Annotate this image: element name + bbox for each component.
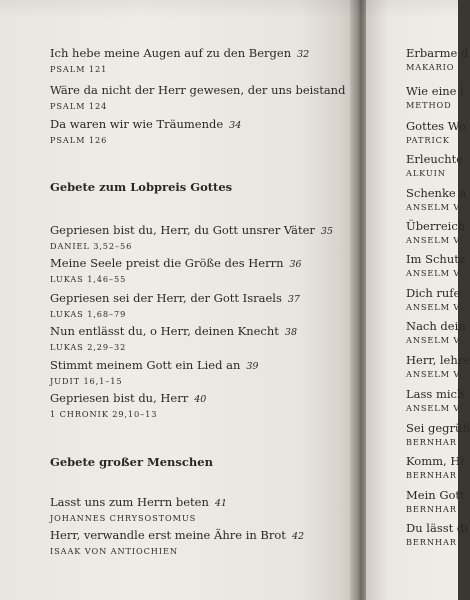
- entry-title: Nach dein: [406, 319, 466, 333]
- entry-title: Gottes Wo: [406, 119, 466, 133]
- entry-title: Gepriesen bist du, Herr, du Gott unsrer Väter: [50, 223, 315, 237]
- entry-source: JOHANNES CHRYSOSTOMUS: [50, 513, 197, 523]
- page-number: 32: [297, 49, 310, 60]
- toc-entry: [50, 491, 227, 524]
- page-number: 42: [291, 531, 305, 542]
- page-number: 38: [284, 327, 297, 338]
- toc-entry: [406, 252, 465, 279]
- entry-title: Mein Gott: [406, 488, 465, 502]
- toc-entry: [50, 320, 297, 353]
- entry-title: Schenke a: [406, 186, 467, 200]
- entry-source: 1 CHRONIK 29,10–13: [50, 409, 158, 419]
- toc-entry: [406, 152, 463, 179]
- entry-title: Lasst uns zum Herrn beten: [50, 495, 209, 509]
- entry-source: ANSELM V: [406, 202, 461, 212]
- entry-source: LUKAS 1,68–79: [50, 309, 127, 319]
- entry-title: Komm, Hl: [406, 454, 465, 468]
- toc-entry: [50, 219, 333, 252]
- entry-title: Im Schutz: [406, 252, 465, 266]
- entry-source: ISAAK VON ANTIOCHIEN: [50, 546, 178, 556]
- entry-title: Da waren wir wie Träumende: [50, 117, 224, 131]
- entry-title: Lass mich: [406, 387, 465, 401]
- entry-source: PSALM 126: [50, 135, 108, 145]
- toc-entry: [406, 46, 468, 73]
- entry-source: BERNHAR: [406, 470, 457, 480]
- toc-entry: [406, 84, 464, 111]
- toc-entry: [406, 521, 468, 548]
- toc-entry: [406, 219, 465, 246]
- right-page: [366, 0, 470, 600]
- entry-source: ANSELM V: [406, 302, 461, 312]
- entry-source: ANSELM V: [406, 403, 461, 413]
- toc-entry: [406, 421, 470, 448]
- toc-entry: [50, 79, 364, 112]
- section-heading: Gebete zum Lobpreis Gottes: [50, 180, 233, 194]
- entry-title: Gepriesen sei der Herr, der Gott Israels: [50, 291, 282, 305]
- entry-source: DANIEL 3,52–56: [50, 241, 133, 251]
- toc-entry: [50, 287, 300, 320]
- entry-source: PATRICK: [406, 135, 450, 145]
- entry-title: Meine Seele preist die Größe des Herrn: [50, 256, 284, 270]
- toc-entry: [406, 488, 465, 515]
- page-number: 41: [214, 498, 227, 509]
- entry-title: Wie eine l: [406, 84, 464, 98]
- page-number: 39: [246, 361, 259, 372]
- entry-source: LUKAS 2,29–32: [50, 342, 127, 352]
- entry-title: Stimmt meinem Gott ein Lied an: [50, 358, 241, 372]
- entry-title: Erleuchte: [406, 152, 464, 166]
- entry-title: Herr, verwandle erst meine Ähre in Brot: [50, 528, 286, 542]
- entry-source: JUDIT 16,1–15: [50, 376, 123, 386]
- entry-title: Wäre da nicht der Herr gewesen, der uns beistand: [50, 83, 346, 97]
- entry-title: Erbarme d: [406, 46, 469, 60]
- entry-source: PSALM 121: [50, 64, 108, 74]
- page-number: 34: [229, 120, 242, 131]
- entry-source: BERNHAR: [406, 437, 457, 447]
- toc-entry: [406, 286, 460, 313]
- section-heading: Gebete großer Menschen: [50, 455, 213, 469]
- toc-entry: [50, 387, 206, 420]
- entry-title: Dich rufe: [406, 286, 461, 300]
- entry-title: Ich hebe meine Augen auf zu den Bergen: [50, 46, 292, 60]
- toc-entry: [406, 119, 466, 146]
- toc-entry: [406, 186, 466, 213]
- toc-entry: [50, 42, 309, 75]
- entry-source: BERNHAR: [406, 504, 457, 514]
- entry-title: Überreich: [406, 219, 466, 233]
- entry-source: BERNHAR: [406, 537, 457, 547]
- entry-source: METHOD: [406, 100, 452, 110]
- toc-entry: [50, 354, 258, 387]
- entry-title: Du lässt di: [406, 521, 468, 535]
- page-number: 37: [287, 294, 300, 305]
- entry-source: ANSELM V: [406, 268, 461, 278]
- entry-title: Gepriesen bist du, Herr: [50, 391, 189, 405]
- toc-entry: [406, 454, 464, 481]
- toc-entry: [406, 353, 470, 380]
- entry-title: Herr, lehre: [406, 353, 470, 367]
- entry-source: ANSELM V: [406, 369, 461, 379]
- entry-source: ANSELM V: [406, 235, 461, 245]
- toc-entry: [406, 319, 466, 346]
- entry-title: Nun entlässt du, o Herr, deinen Knecht: [50, 324, 279, 338]
- entry-source: MAKARIO: [406, 62, 455, 72]
- page-number: 36: [289, 259, 302, 270]
- entry-source: ALKUIN: [406, 168, 446, 178]
- page-number: 40: [194, 394, 207, 405]
- entry-source: LUKAS 1,46–55: [50, 274, 127, 284]
- page-number: 35: [320, 226, 334, 237]
- toc-entry: [50, 524, 304, 557]
- entry-source: PSALM 124: [50, 101, 108, 111]
- toc-entry: [50, 252, 302, 285]
- toc-entry: [406, 387, 464, 414]
- entry-title: Sei gegrüß: [406, 421, 470, 435]
- entry-source: ANSELM V: [406, 335, 461, 345]
- toc-entry: [50, 113, 241, 146]
